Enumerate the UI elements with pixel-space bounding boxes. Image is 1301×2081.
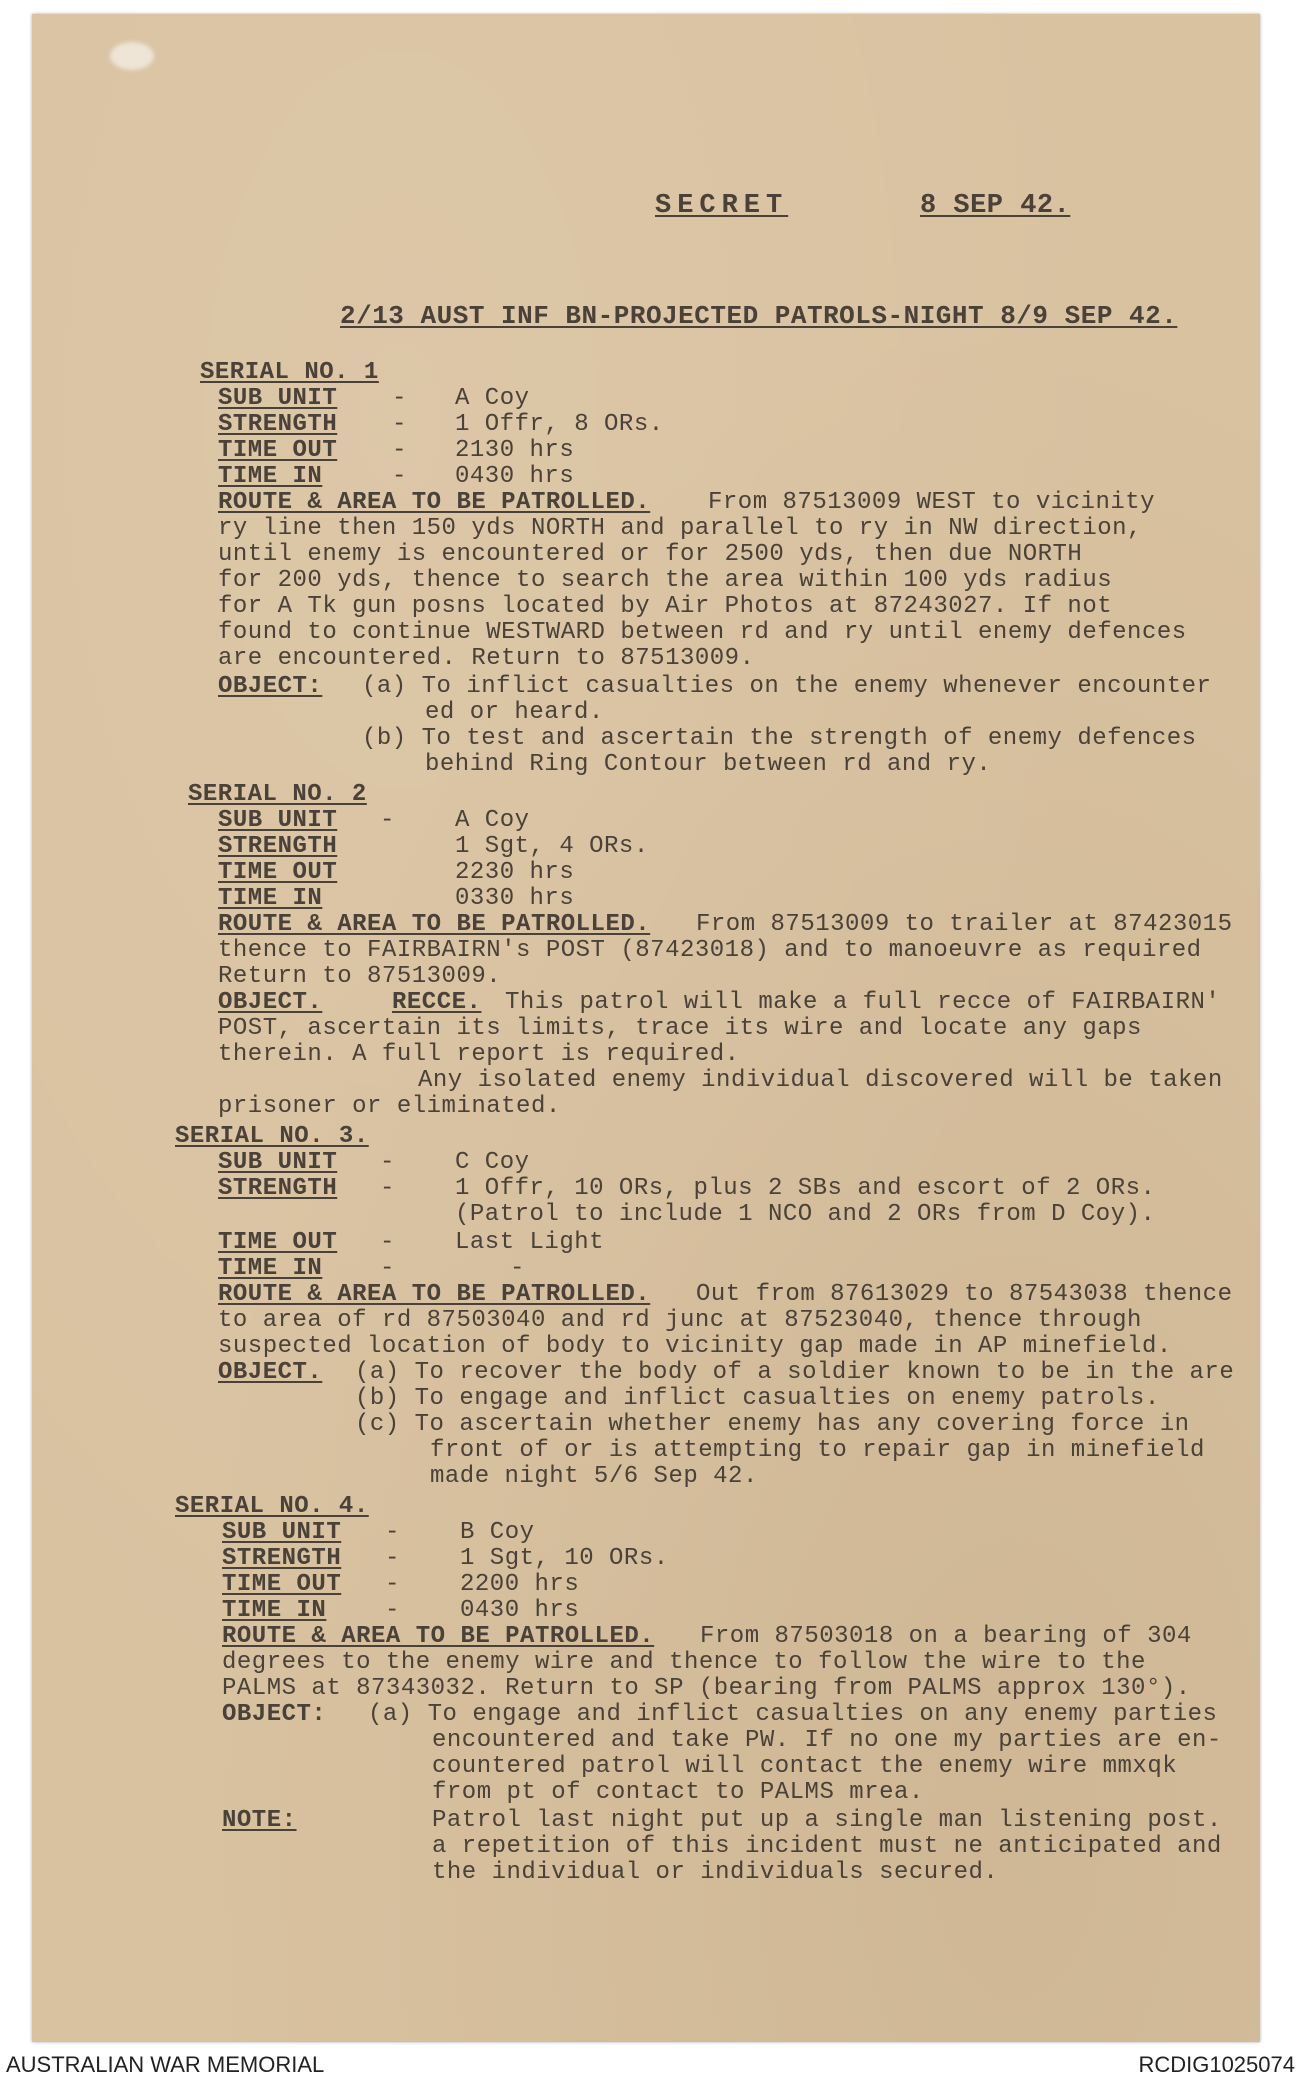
serial-4-heading: SERIAL NO. 4.	[175, 1493, 369, 1520]
serial-2-route-line: Return to 87513009.	[218, 963, 502, 990]
serial-3-object-line: (c) To ascertain whether enemy has any covering force in	[355, 1411, 1190, 1438]
serial-1-route-label: ROUTE & AREA TO BE PATROLLED.	[218, 489, 651, 516]
serial-4-time-out: 2200 hrs	[460, 1571, 580, 1598]
serial-3-sub-unit-label: SUB UNIT	[218, 1149, 338, 1176]
serial-3-strength-dash: -	[380, 1175, 395, 1202]
serial-1-route-line: are encountered. Return to 87513009.	[218, 645, 755, 672]
serial-4-object-line: (a) To engage and inflict casualties on any enemy parties	[368, 1701, 1218, 1728]
serial-2-strength: 1 Sgt, 4 ORs.	[455, 833, 649, 860]
serial-2-object-line: Any isolated enemy individual discovered will be taken	[418, 1067, 1223, 1094]
serial-3-time-in-label: TIME IN	[218, 1255, 323, 1282]
serial-3-object-line: (a) To recover the body of a soldier known to be in the are	[355, 1359, 1235, 1386]
serial-2-route-label: ROUTE & AREA TO BE PATROLLED.	[218, 911, 651, 938]
serial-1-route-line: for 200 yds, thence to search the area within 100 yds radius	[218, 567, 1113, 594]
serial-4-route-line: degrees to the enemy wire and thence to follow the wire to the	[222, 1649, 1146, 1676]
serial-2-route-line: thence to FAIRBAIRN's POST (87423018) and to manoeuvre as required	[218, 937, 1202, 964]
serial-4-sub-unit-label: SUB UNIT	[222, 1519, 342, 1546]
serial-1-object-line: ed or heard.	[425, 699, 604, 726]
serial-3-time-in: -	[510, 1255, 525, 1282]
serial-2-recce-label: RECCE.	[392, 989, 482, 1016]
serial-2-time-in-label: TIME IN	[218, 885, 323, 912]
serial-3-strength: (Patrol to include 1 NCO and 2 ORs from D Coy).	[455, 1201, 1156, 1228]
serial-1-route-line: From 87513009 WEST to vicinity	[708, 489, 1156, 516]
serial-4-object-line: from pt of contact to PALMS mrea.	[432, 1779, 924, 1806]
serial-1-time-in-dash: -	[392, 463, 407, 490]
serial-4-note-line: a repetition of this incident must ne anticipated and	[432, 1833, 1222, 1860]
serial-1-object-line: (b) To test and ascertain the strength of enemy defences	[362, 725, 1197, 752]
serial-2-object-line: therein. A full report is required.	[218, 1041, 740, 1068]
serial-2-sub-unit-dash: -	[380, 807, 395, 834]
serial-1-sub-unit: A Coy	[455, 385, 530, 412]
serial-4-note-line: Patrol last night put up a single man listening post.	[432, 1807, 1222, 1834]
serial-1-strength-label: STRENGTH	[218, 411, 338, 438]
serial-4-time-in-label: TIME IN	[222, 1597, 327, 1624]
serial-3-strength-label: STRENGTH	[218, 1175, 338, 1202]
footer-record-id: RCDIG1025074	[1138, 2052, 1295, 2077]
serial-4-route-line: PALMS at 87343032. Return to SP (bearing from PALMS approx 130°).	[222, 1675, 1191, 1702]
serial-3-sub-unit: C Coy	[455, 1149, 530, 1176]
paper-smudge	[110, 42, 154, 70]
serial-2-strength-label: STRENGTH	[218, 833, 338, 860]
serial-3-object-line: front of or is attempting to repair gap in minefield	[430, 1437, 1205, 1464]
serial-2-object-label: OBJECT.	[218, 989, 323, 1016]
serial-2-time-out: 2230 hrs	[455, 859, 575, 886]
serial-1-heading: SERIAL NO. 1	[200, 359, 379, 386]
serial-4-route-label: ROUTE & AREA TO BE PATROLLED.	[222, 1623, 655, 1650]
serial-4-note-label: NOTE:	[222, 1807, 297, 1834]
serial-2-object-line: POST, ascertain its limits, trace its wire and locate any gaps	[218, 1015, 1142, 1042]
serial-1-route-line: for A Tk gun posns located by Air Photos at 87243027. If not	[218, 593, 1113, 620]
serial-4-time-out-label: TIME OUT	[222, 1571, 342, 1598]
serial-2-sub-unit-label: SUB UNIT	[218, 807, 338, 834]
serial-1-time-out-label: TIME OUT	[218, 437, 338, 464]
serial-1-route-line: ry line then 150 yds NORTH and parallel to ry in NW direction,	[218, 515, 1142, 542]
serial-4-time-out-dash: -	[385, 1571, 400, 1598]
serial-3-heading: SERIAL NO. 3.	[175, 1123, 369, 1150]
serial-4-time-in: 0430 hrs	[460, 1597, 580, 1624]
serial-1-time-out-dash: -	[392, 437, 407, 464]
serial-4-sub-unit-dash: -	[385, 1519, 400, 1546]
serial-1-object-line: behind Ring Contour between rd and ry.	[425, 751, 992, 778]
serial-1-strength: 1 Offr, 8 ORs.	[455, 411, 664, 438]
serial-4-object-label: OBJECT:	[222, 1701, 327, 1728]
serial-3-route-label: ROUTE & AREA TO BE PATROLLED.	[218, 1281, 651, 1308]
serial-3-sub-unit-dash: -	[380, 1149, 395, 1176]
serial-4-time-in-dash: -	[385, 1597, 400, 1624]
serial-3-time-out: Last Light	[455, 1229, 605, 1256]
serial-3-time-out-label: TIME OUT	[218, 1229, 338, 1256]
serial-4-strength-dash: -	[385, 1545, 400, 1572]
serial-3-object-line: made night 5/6 Sep 42.	[430, 1463, 758, 1490]
footer-archive-name: AUSTRALIAN WAR MEMORIAL	[6, 2052, 325, 2077]
serial-3-time-in-dash: -	[380, 1255, 395, 1282]
serial-2-route-line: From 87513009 to trailer at 87423015	[696, 911, 1233, 938]
serial-4-strength-label: STRENGTH	[222, 1545, 342, 1572]
serial-2-sub-unit: A Coy	[455, 807, 530, 834]
serial-3-object-line: (b) To engage and inflict casualties on enemy patrols.	[355, 1385, 1160, 1412]
serial-1-time-in: 0430 hrs	[455, 463, 575, 490]
document-title: 2/13 AUST INF BN-PROJECTED PATROLS-NIGHT 8/9 SEP 42.	[340, 301, 1178, 331]
serial-1-route-line: until enemy is encountered or for 2500 yds, then due NORTH	[218, 541, 1083, 568]
serial-3-time-out-dash: -	[380, 1229, 395, 1256]
serial-4-note-line: the individual or individuals secured.	[432, 1859, 999, 1886]
secret-heading: SECRET	[655, 191, 789, 221]
serial-2-heading: SERIAL NO. 2	[188, 781, 367, 808]
serial-3-route-line: Out from 87613029 to 87543038 thence	[696, 1281, 1233, 1308]
serial-1-object-line: (a) To inflict casualties on the enemy whenever encounter	[362, 673, 1212, 700]
serial-3-strength: 1 Offr, 10 ORs, plus 2 SBs and escort of 2 ORs.	[455, 1175, 1156, 1202]
serial-2-object-line: This patrol will make a full recce of FAIRBAIRN'	[505, 989, 1221, 1016]
serial-1-object-label: OBJECT:	[218, 673, 323, 700]
serial-3-object-label: OBJECT.	[218, 1359, 323, 1386]
serial-1-strength-dash: -	[392, 411, 407, 438]
serial-1-route-line: found to continue WESTWARD between rd and ry until enemy defences	[218, 619, 1187, 646]
serial-4-strength: 1 Sgt, 10 ORs.	[460, 1545, 669, 1572]
serial-4-route-line: From 87503018 on a bearing of 304	[700, 1623, 1192, 1650]
serial-1-time-in-label: TIME IN	[218, 463, 323, 490]
serial-2-object-line: prisoner or eliminated.	[218, 1093, 561, 1120]
serial-4-sub-unit: B Coy	[460, 1519, 535, 1546]
serial-3-route-line: suspected location of body to vicinity gap made in AP minefield.	[218, 1333, 1172, 1360]
serial-4-object-line: encountered and take PW. If no one my parties are en-	[432, 1727, 1222, 1754]
serial-1-sub-unit-dash: -	[392, 385, 407, 412]
serial-4-object-line: countered patrol will contact the enemy wire mmxqk	[432, 1753, 1178, 1780]
serial-1-sub-unit-label: SUB UNIT	[218, 385, 338, 412]
serial-2-time-out-label: TIME OUT	[218, 859, 338, 886]
serial-1-time-out: 2130 hrs	[455, 437, 575, 464]
serial-2-time-in: 0330 hrs	[455, 885, 575, 912]
document-date: 8 SEP 42.	[920, 191, 1071, 221]
serial-3-route-line: to area of rd 87503040 and rd junc at 87523040, thence through	[218, 1307, 1142, 1334]
